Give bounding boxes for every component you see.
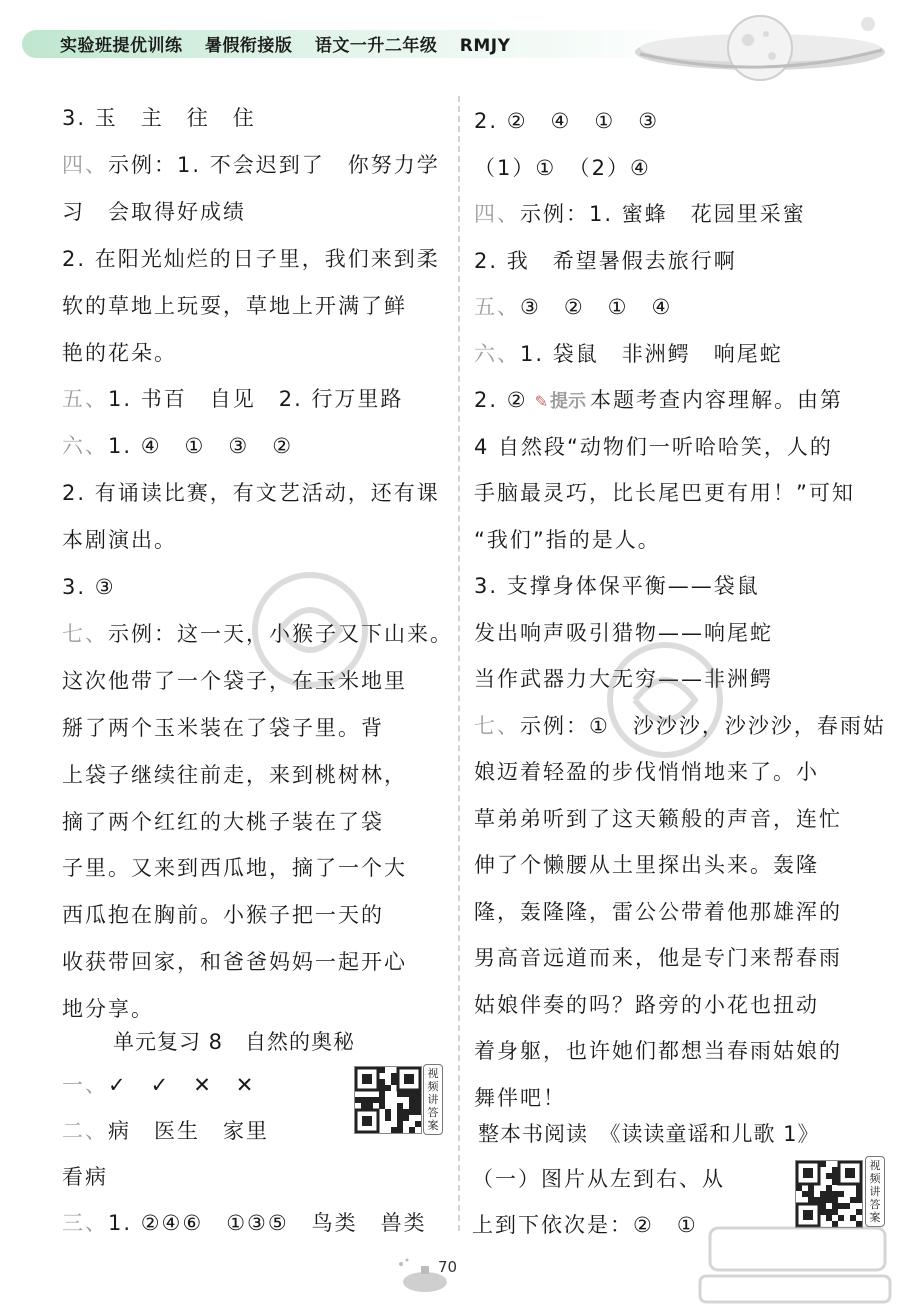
answer-text: 病 医生 家里: [108, 1119, 269, 1143]
answer-text: 2. 有诵读比赛，有文艺活动，还有课: [62, 481, 440, 506]
answer-line: [62, 1117, 269, 1145]
answer-line: [474, 1037, 842, 1065]
answer-line: [474, 944, 842, 972]
answer-line: [62, 995, 154, 1023]
answer-text: 看病: [62, 1165, 108, 1189]
section-number: 四、: [474, 202, 520, 226]
answer-text: 草弟弟听到了这天籁般的声音，连忙: [474, 806, 842, 831]
answer-line: [62, 714, 384, 742]
answer-line: [474, 1084, 566, 1112]
answer-text: 1. 袋鼠 非洲鳄 响尾蛇: [520, 341, 783, 366]
answer-line: [474, 805, 842, 833]
page-number: 70: [438, 1258, 458, 1276]
hint-pencil-icon: ✎: [527, 392, 551, 411]
answer-text: 当作武器力大无穷——非洲鳄: [474, 667, 773, 691]
answer-text: 示例：① 沙沙沙，沙沙沙，春雨姑: [520, 713, 886, 738]
section-number: 一、: [62, 1073, 108, 1097]
answer-text: 子里。又来到西瓜地，摘了一个大: [62, 856, 407, 881]
section-number: 七、: [474, 713, 520, 738]
planet-illustration-icon: [620, 4, 890, 94]
answer-text: 艳的花朵。: [62, 340, 177, 365]
answer-line: [62, 573, 116, 601]
page-header: [0, 0, 900, 92]
answer-line: [472, 1211, 698, 1239]
series-title: 实验班提优训练: [60, 36, 183, 56]
answer-line: [62, 1163, 108, 1191]
answer-text: 2. ②: [474, 388, 528, 412]
publisher-code: RMJY: [459, 36, 511, 56]
answer-line: [474, 619, 773, 647]
answer-line: [62, 151, 440, 179]
answer-text: 2. ② ④ ① ③: [474, 109, 660, 133]
section-number: 五、: [474, 295, 520, 319]
answer-text: 上袋子继续往前走，来到桃树林，: [62, 762, 407, 787]
column-divider: [458, 96, 460, 1231]
answer-text: 地分享。: [62, 997, 154, 1022]
answer-text: 软的草地上玩耍，草地上开满了鲜: [62, 293, 407, 318]
answer-line: [474, 386, 843, 416]
answer-line: [62, 1209, 427, 1237]
answer-text: 上到下依次是：② ①: [472, 1213, 698, 1237]
answer-text: ✓ ✓ ✕ ✕: [108, 1073, 256, 1097]
answer-text: 摘了两个红红的大桃子装在了袋: [62, 809, 384, 834]
answer-line: [62, 479, 440, 507]
answer-line: [474, 433, 833, 461]
answer-text: 1. ②④⑥ ①③⑤ 鸟类 兽类: [108, 1211, 427, 1235]
answer-text: （一）图片从左到右、从: [472, 1167, 725, 1191]
section-number: 三、: [62, 1211, 108, 1235]
answer-line: [62, 808, 384, 836]
qr-code-icon[interactable]: [795, 1160, 863, 1228]
answer-line: [62, 339, 177, 367]
answer-text: 手脑最灵巧，比长尾巴更有用！”可知: [474, 481, 855, 505]
site-logo-icon: [690, 1220, 895, 1308]
section-number: 七、: [62, 621, 108, 646]
qr-code-icon[interactable]: [354, 1066, 422, 1134]
answer-line: [62, 761, 407, 789]
answer-text: 收获带回家，和爸爸妈妈一起开心: [62, 950, 407, 975]
answer-text: 娘迈着轻盈的步伐悄悄地来了。小: [474, 760, 819, 784]
answer-text: 3. ③: [62, 575, 116, 599]
answer-text: 西瓜抱在胸前。小猴子把一天的: [62, 903, 384, 928]
answer-line: [474, 107, 659, 135]
answer-text: 习 会取得好成绩: [62, 199, 246, 224]
answer-line: [474, 526, 661, 554]
answer-text: 伸了个懒腰从土里探出头来。轰隆: [474, 853, 819, 877]
qr-video-label: 视频讲答案: [423, 1064, 443, 1135]
answer-text: 舞伴吧！: [474, 1085, 566, 1110]
answer-line: [474, 154, 651, 182]
hint-label: 提示: [550, 391, 587, 412]
answer-line: [62, 620, 453, 648]
answer-line: [474, 758, 819, 786]
section-number: 四、: [62, 152, 108, 177]
answer-line: [474, 851, 819, 879]
answer-text: 3. 玉 主 往 住: [62, 106, 256, 130]
answer-line: [474, 991, 819, 1019]
answer-line: [62, 198, 246, 226]
answer-line: [62, 104, 256, 132]
answer-text: 掰了两个玉米装在了袋子里。背: [62, 715, 384, 740]
answer-text: 隆，轰隆隆，雷公公带着他那雄浑的: [474, 899, 842, 924]
section-number: 六、: [474, 341, 520, 366]
answer-text: 示例：1. 不会迟到了 你努力学: [108, 152, 440, 177]
answer-text: 姑娘伴奏的吗？路旁的小花也扭动: [474, 992, 819, 1017]
header-title: [60, 31, 526, 56]
answer-line: [472, 1165, 725, 1193]
answer-line: [62, 245, 440, 273]
answer-line: [62, 667, 407, 695]
answer-text: 男高音远道而来，他是专门来帮春雨: [474, 946, 842, 970]
section-number: 五、: [62, 387, 108, 412]
answer-text: 3. 支撑身体保平衡——袋鼠: [474, 574, 760, 598]
answer-text: 示例：1. 蜜蜂 花园里采蜜: [520, 202, 806, 226]
answer-text: 本剧演出。: [62, 528, 177, 553]
answer-line: [474, 712, 886, 740]
answer-text: 这次他带了一个袋子，在玉米地里: [62, 668, 407, 693]
qr-video-label: 视频讲答案: [865, 1156, 885, 1227]
section-number: 二、: [62, 1119, 108, 1143]
answer-text: 示例：这一天，小猴子又下山来。: [108, 621, 453, 646]
answer-line: [62, 526, 177, 554]
answer-line: [62, 1071, 255, 1099]
subject-label: 语文一升二年级: [314, 36, 438, 56]
answer-line: [474, 340, 783, 368]
answer-line: [474, 572, 760, 600]
answer-line: [62, 432, 293, 460]
answer-line: [62, 901, 384, 929]
answer-line: [474, 479, 855, 507]
answer-line: [62, 292, 407, 320]
answer-line: [62, 385, 403, 413]
answer-line: [62, 948, 407, 976]
answer-line: [474, 247, 737, 275]
answer-text: 2. 在阳光灿烂的日子里，我们来到柔: [62, 246, 440, 271]
answer-text: 1. ④ ① ③ ②: [108, 434, 294, 459]
answer-text: 着身躯，也许她们都想当春雨姑娘的: [474, 1039, 842, 1063]
answer-text: 发出响声吸引猎物——响尾蛇: [474, 620, 773, 645]
hint-text: 本题考查内容理解。由第: [590, 388, 844, 412]
answer-line: [474, 200, 806, 228]
answer-line: [474, 665, 773, 693]
answer-text: （1）① （2）④: [474, 155, 651, 180]
section-number: 六、: [62, 434, 108, 459]
answer-line: [474, 293, 672, 321]
answer-text: ③ ② ① ④: [520, 295, 673, 319]
answer-text: 1. 书百 自见 2. 行万里路: [108, 387, 404, 412]
book-reading-title: 整本书阅读 《读读童谣和儿歌 1》: [478, 1122, 820, 1146]
answer-line: [474, 898, 842, 926]
edition-label: 暑假衔接版: [204, 36, 293, 56]
answer-text: “我们”指的是人。: [474, 527, 661, 552]
answer-text: 4 自然段“动物们一听哈哈笑，人的: [474, 434, 833, 459]
answer-text: 2. 我 希望暑假去旅行啊: [474, 248, 737, 273]
answer-line: [62, 854, 407, 882]
unit-review-title: 单元复习 8 自然的奥秘: [113, 1030, 356, 1054]
